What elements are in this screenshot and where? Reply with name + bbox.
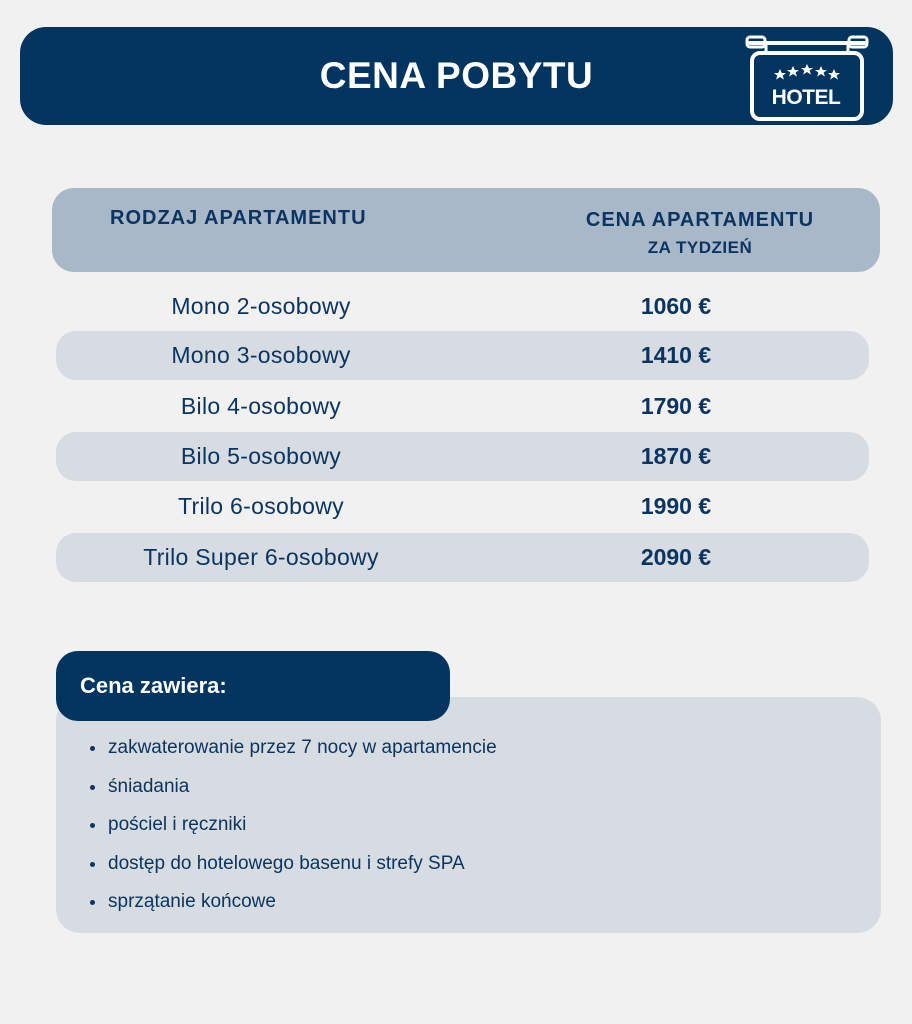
column-header-price-sub: ZA TYDZIEŃ: [647, 238, 753, 257]
table-row: [56, 382, 869, 431]
apartment-type: Bilo 4-osobowy: [180, 393, 342, 419]
apartment-type: Trilo 6-osobowy: [178, 493, 344, 519]
column-header-price: [560, 207, 840, 261]
hotel-sign-label: HOTEL: [771, 86, 841, 109]
apartment-type: Bilo 5-osobowy: [180, 443, 342, 469]
apartment-price: 1060 €: [640, 293, 712, 319]
apartment-price: 1790 €: [640, 393, 712, 419]
table-header: [52, 188, 880, 272]
apartment-type: Mono 2-osobowy: [171, 293, 351, 319]
list-item-text: śniadania: [108, 775, 190, 797]
apartment-price: 1410 €: [640, 342, 712, 368]
bullet-icon: [90, 746, 95, 751]
bullet-icon: [90, 823, 95, 828]
bullet-icon: [90, 862, 95, 867]
list-item-text: zakwaterowanie przez 7 nocy w apartamencie: [108, 737, 497, 758]
bullet-icon: [90, 785, 95, 790]
list-item-text: pościel i ręczniki: [108, 814, 247, 835]
table-row: [56, 282, 869, 331]
table-row: [56, 533, 869, 582]
list-item-text: dostęp do hotelowego basenu i strefy SPA: [108, 852, 465, 874]
column-header-type: RODZAJ APARTAMENTU: [110, 207, 367, 229]
table-row: [56, 331, 869, 380]
list-item-text: sprzątanie końcowe: [108, 891, 276, 912]
table-row: [56, 482, 869, 531]
bullet-icon: [90, 900, 95, 905]
list-item: [88, 730, 848, 769]
table-row: [56, 432, 869, 481]
page-title: CENA POBYTU: [319, 55, 594, 96]
includes-heading-tab: [56, 651, 450, 721]
includes-title: Cena zawiera:: [80, 673, 227, 698]
includes-list: [88, 730, 848, 923]
list-item: [88, 884, 848, 923]
column-header-price-label: CENA APARTAMENTU: [585, 209, 815, 231]
list-item: [88, 769, 848, 808]
apartment-type: Trilo Super 6-osobowy: [143, 544, 379, 570]
apartment-price: 1990 €: [640, 493, 712, 519]
apartment-price: 1870 €: [640, 443, 712, 469]
list-item: [88, 807, 848, 846]
apartment-type: Mono 3-osobowy: [171, 342, 351, 368]
apartment-price: 2090 €: [640, 544, 712, 570]
list-item: [88, 846, 848, 885]
